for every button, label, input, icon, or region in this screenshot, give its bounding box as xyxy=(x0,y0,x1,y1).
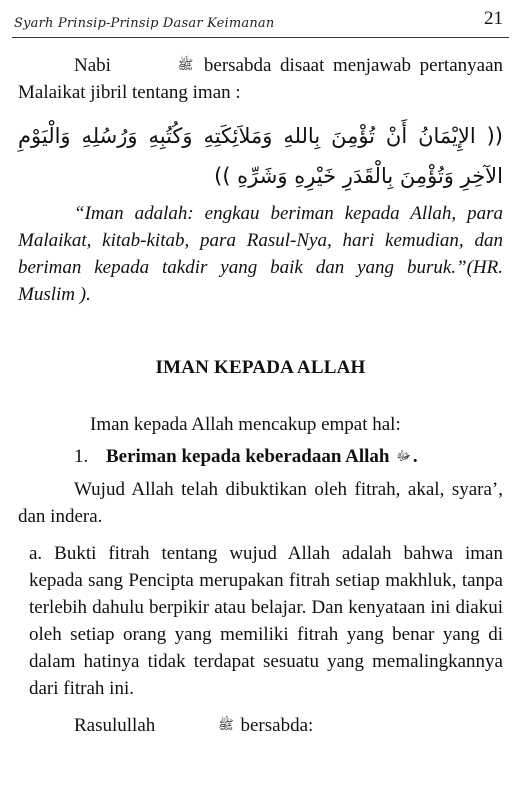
list-item-1-number: 1. xyxy=(74,446,89,467)
closing-text-end: bersabda: xyxy=(240,715,314,736)
closing-text-start: Rasulullah xyxy=(74,715,156,736)
page-body xyxy=(18,52,503,739)
closing-line xyxy=(18,712,503,739)
hadith-translation: “Iman adalah: engkau beriman kepada Allah, para Malaikat, kitab-kitab, para Rasul-Nya, hari kemudian, dan beriman kepada takdir yang baik dan yang buruk.”(HR. Muslim ). xyxy=(18,203,503,305)
running-header-title: Syarh Prinsip-Prinsip Dasar Keimanan xyxy=(14,16,275,31)
salawat-honorific-icon: ﷺ xyxy=(177,58,194,73)
header-rule xyxy=(12,37,509,38)
section-intro: Iman kepada Allah mencakup empat hal: xyxy=(90,414,401,435)
section-title: IMAN KEPADA ALLAH xyxy=(155,357,366,378)
hadith-arabic-text: (( الإِيْمَانُ أَنْ تُؤْمِنَ بِاللهِ وَمَلاَئِكَتِهِ وَكُتُبِهِ وَرُسُلِهِ وَالْيَوْمِ الآخِرِ وَتُؤْمِنَ بِالْقَدَرِ خَيْرِهِ وَشَرِّهِ )) xyxy=(18,124,503,188)
point-a-paragraph: a. Bukti fitrah tentang wujud Allah adalah bahwa iman kepada sang Pencipta merupakan fitrah setiap makhluk, tanpa terlebih dahulu berpikir atau belajar. Dan kenyataan ini diakui oleh setiap orang yang memiliki fitrah yang benar yang di dalam hatinya tidak terdapat sesuatu yang memalingkannya dari fitrah ini. xyxy=(29,543,503,699)
intro-paragraph xyxy=(18,52,503,106)
wujud-paragraph: Wujud Allah telah dibuktikan oleh fitrah, akal, syara’, dan indera. xyxy=(18,479,503,527)
page-number: 21 xyxy=(484,8,503,29)
jalla-jalaluh-honorific-icon: ﷻ xyxy=(396,449,411,464)
list-item-1-title: Beriman kepada keberadaan Allah xyxy=(106,446,390,467)
list-item-1-heading xyxy=(18,443,503,470)
salawat-honorific-icon-2: ﷺ xyxy=(218,718,234,733)
intro-text-start: Nabi xyxy=(74,55,111,76)
intro-text-end: bersabda disaat menjawab pertanyaan Malaikat jibril tentang iman : xyxy=(18,55,504,103)
list-item-1-end: . xyxy=(412,446,418,467)
